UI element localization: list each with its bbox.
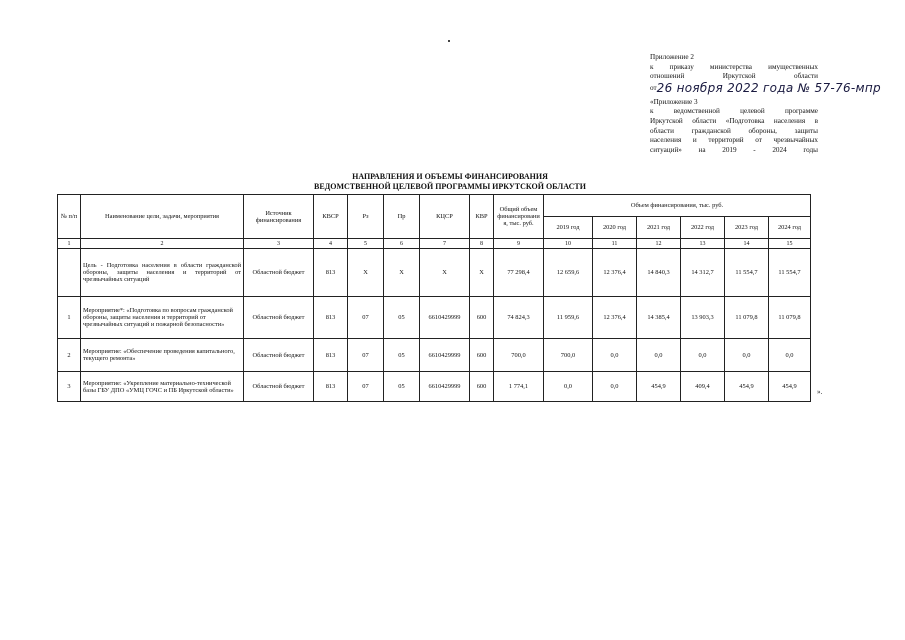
document-title	[300, 172, 600, 191]
cell-2022: 0,0	[681, 339, 725, 372]
col-header-kvsr: КВСР	[314, 195, 348, 239]
col-header-rz: Рз	[348, 195, 384, 239]
cell-source: Областной бюджет	[244, 339, 314, 372]
col-header-2022: 2022 год	[681, 217, 725, 239]
cell-rz: Х	[348, 249, 384, 297]
col-number: 3	[244, 239, 314, 249]
title-line-2: ВЕДОМСТВЕННОЙ ЦЕЛЕВОЙ ПРОГРАММЫ ИРКУТСКОЙ ОБЛАСТИ	[314, 181, 586, 191]
cell-kcsr: 6610429999	[420, 297, 470, 339]
cell-num: 1	[58, 297, 81, 339]
ref-title: «Приложение 3	[650, 97, 698, 106]
cell-kvsr: 813	[314, 339, 348, 372]
cell-num	[58, 249, 81, 297]
appendix-line: отношений Иркутской области	[650, 72, 818, 81]
cell-total: 700,0	[494, 339, 544, 372]
cell-2020: 12 376,4	[593, 249, 637, 297]
cell-kcsr: Х	[420, 249, 470, 297]
cell-total: 74 824,3	[494, 297, 544, 339]
cell-source: Областной бюджет	[244, 297, 314, 339]
cell-2023: 454,9	[725, 372, 769, 402]
handwritten-date: 26 ноября 2022 года № 57-76-мпр	[656, 80, 881, 95]
col-header-pr: Пр	[384, 195, 420, 239]
cell-name: Мероприятие: «Обеспечение проведения капитального, текущего ремонта»	[81, 339, 244, 372]
col-header-kcsr: КЦСР	[420, 195, 470, 239]
table-row	[58, 372, 811, 402]
cell-2021: 14 840,3	[637, 249, 681, 297]
cell-pr: 05	[384, 297, 420, 339]
cell-2019: 0,0	[544, 372, 593, 402]
cell-kvr: 600	[470, 297, 494, 339]
cell-2024: 0,0	[769, 339, 811, 372]
cell-2021: 0,0	[637, 339, 681, 372]
cell-kvsr: 813	[314, 249, 348, 297]
cell-name: Цель - Подготовка населения в области гражданской обороны, защиты населения и территорий от чрезвычайных ситуаций	[81, 249, 244, 297]
col-number: 6	[384, 239, 420, 249]
cell-num: 2	[58, 339, 81, 372]
cell-2021: 14 385,4	[637, 297, 681, 339]
col-number: 8	[470, 239, 494, 249]
cell-source: Областной бюджет	[244, 249, 314, 297]
financing-table	[57, 194, 811, 402]
cell-name: Мероприятие: «Укрепление материально-технической базы ГБУ ДПО «УМЦ ГОЧС и ПБ Иркутской области»	[81, 372, 244, 402]
col-header-kvr: КВР	[470, 195, 494, 239]
cell-total: 77 298,4	[494, 249, 544, 297]
cell-2019: 12 659,6	[544, 249, 593, 297]
cell-2020: 0,0	[593, 339, 637, 372]
cell-2023: 0,0	[725, 339, 769, 372]
cell-rz: 07	[348, 339, 384, 372]
cell-source: Областной бюджет	[244, 372, 314, 402]
col-header-2020: 2020 год	[593, 217, 637, 239]
title-line-1: НАПРАВЛЕНИЯ И ОБЪЕМЫ ФИНАНСИРОВАНИЯ	[352, 172, 548, 181]
ref-line: к ведомственной целевой программе	[650, 107, 818, 116]
col-number: 7	[420, 239, 470, 249]
cell-2019: 700,0	[544, 339, 593, 372]
appendix-block	[650, 53, 881, 155]
cell-kvr: 600	[470, 339, 494, 372]
table-row-goal	[58, 249, 811, 297]
cell-pr: 05	[384, 372, 420, 402]
col-header-name: Наименование цели, задачи, мероприятия	[81, 195, 244, 239]
col-number: 5	[348, 239, 384, 249]
col-header-total: Общий объем финансировани я, тыс. руб.	[494, 195, 544, 239]
col-number: 10	[544, 239, 593, 249]
col-number: 11	[593, 239, 637, 249]
col-number: 12	[637, 239, 681, 249]
col-number: 13	[681, 239, 725, 249]
cell-pr: 05	[384, 339, 420, 372]
appendix-title: Приложение 2	[650, 53, 694, 61]
cell-kvr: Х	[470, 249, 494, 297]
col-number: 4	[314, 239, 348, 249]
cell-2020: 12 376,4	[593, 297, 637, 339]
cell-pr: Х	[384, 249, 420, 297]
end-mark: ».	[817, 388, 823, 396]
col-header-source: Источник финансирования	[244, 195, 314, 239]
date-prefix: от	[650, 84, 657, 93]
cell-num: 3	[58, 372, 81, 402]
col-header-volume: Объем финансирования, тыс. руб.	[544, 195, 811, 217]
cell-2020: 0,0	[593, 372, 637, 402]
col-number: 2	[81, 239, 244, 249]
appendix-line: к приказу министерства имущественных	[650, 62, 818, 71]
cell-2021: 454,9	[637, 372, 681, 402]
scan-dot	[448, 40, 450, 42]
cell-2023: 11 079,8	[725, 297, 769, 339]
col-number: 9	[494, 239, 544, 249]
cell-kcsr: 6610429999	[420, 339, 470, 372]
cell-2024: 454,9	[769, 372, 811, 402]
table-row	[58, 339, 811, 372]
cell-kcsr: 6610429999	[420, 372, 470, 402]
ref-line: области гражданской обороны, защиты	[650, 126, 818, 135]
cell-2022: 409,4	[681, 372, 725, 402]
cell-kvsr: 813	[314, 297, 348, 339]
cell-2019: 11 959,6	[544, 297, 593, 339]
cell-total: 1 774,1	[494, 372, 544, 402]
cell-name: Мероприятие*: «Подготовка по вопросам гражданской обороны, защиты населения и территорий от чрезвычайных ситуаций и пожарной безопасности»	[81, 297, 244, 339]
col-number: 15	[769, 239, 811, 249]
col-header-2021: 2021 год	[637, 217, 681, 239]
cell-2022: 13 903,3	[681, 297, 725, 339]
column-number-row	[58, 239, 811, 249]
col-header-2019: 2019 год	[544, 217, 593, 239]
cell-rz: 07	[348, 372, 384, 402]
ref-line: населения и территорий от чрезвычайных	[650, 136, 818, 145]
cell-2024: 11 554,7	[769, 249, 811, 297]
appendix-date	[650, 80, 881, 95]
ref-line: Иркутской области «Подготовка населения в	[650, 116, 818, 125]
table-row	[58, 297, 811, 339]
cell-2022: 14 312,7	[681, 249, 725, 297]
col-number: 1	[58, 239, 81, 249]
ref-line: ситуаций» на 2019 - 2024 годы	[650, 145, 818, 154]
cell-kvsr: 813	[314, 372, 348, 402]
cell-2024: 11 079,8	[769, 297, 811, 339]
col-header-2024: 2024 год	[769, 217, 811, 239]
cell-2023: 11 554,7	[725, 249, 769, 297]
col-header-num: № п/п	[58, 195, 81, 239]
col-number: 14	[725, 239, 769, 249]
cell-kvr: 600	[470, 372, 494, 402]
cell-rz: 07	[348, 297, 384, 339]
col-header-2023: 2023 год	[725, 217, 769, 239]
